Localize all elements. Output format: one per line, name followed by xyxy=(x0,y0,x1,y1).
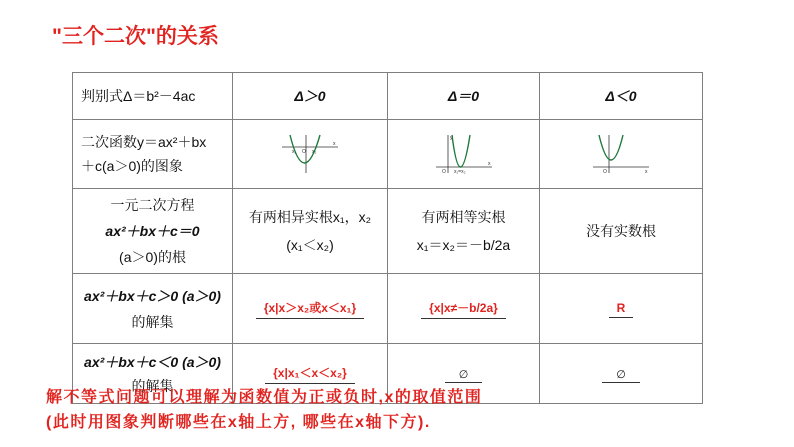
table-row xyxy=(73,274,703,344)
header-discriminant: 判别式Δ＝b²－4ac xyxy=(73,73,233,120)
row-label-function: 二次函数y＝ax²＋bx ＋c(a＞0)的图象 xyxy=(73,120,233,189)
solution-positive-one-root: {x|x≠－b/2a} xyxy=(388,274,540,344)
page-title: "三个二次"的关系 xyxy=(52,25,219,48)
parabola-no-root-graph xyxy=(591,133,651,175)
table-row xyxy=(73,189,703,274)
header-case-positive: Δ＞0 xyxy=(233,73,388,120)
svg-text:O: O xyxy=(302,149,306,155)
solution-negative-two-roots: {x|x₁＜x＜x₂} xyxy=(233,344,388,404)
table-row xyxy=(73,73,703,120)
graph-two-roots xyxy=(233,120,388,189)
note-line-1: 解不等式问题可以理解为函数值为正或负时,x的取值范围 xyxy=(46,389,483,406)
svg-text:O: O xyxy=(603,169,607,175)
svg-text:x₁: x₁ xyxy=(292,149,297,155)
solution-positive-no-root: R xyxy=(540,274,703,344)
svg-text:x: x xyxy=(645,169,648,175)
solution-negative-one-root: ∅ xyxy=(388,344,540,404)
note-text xyxy=(46,385,666,435)
svg-text:O: O xyxy=(441,169,446,175)
solution-positive-two-roots: {x|x＞x₂或x＜x₁} xyxy=(233,274,388,344)
three-quadratics-table xyxy=(72,72,703,404)
graph-one-root xyxy=(388,120,540,189)
note-line-2: (此时用图象判断哪些在x轴上方, 哪些在x轴下方). xyxy=(46,414,431,431)
solution-negative-no-root: ∅ xyxy=(540,344,703,404)
roots-two-equal: 有两相等实根 x₁＝x₂＝－b/2a xyxy=(388,189,540,274)
roots-none: 没有实数根 xyxy=(540,189,703,274)
svg-text:x₂: x₂ xyxy=(312,149,317,155)
svg-text:x: x xyxy=(333,141,336,147)
svg-text:x₁=x₂: x₁=x₂ xyxy=(453,169,466,175)
svg-text:y: y xyxy=(449,135,452,141)
parabola-two-roots-graph xyxy=(280,133,340,175)
svg-text:x: x xyxy=(487,161,490,167)
row-label-equation: 一元二次方程 ax²＋bx＋c＝0 (a＞0)的根 xyxy=(73,189,233,274)
header-case-zero: Δ＝0 xyxy=(388,73,540,120)
row-label-solution-negative: ax²＋bx＋c＜0 (a＞0) 的解集 xyxy=(73,344,233,404)
table-row xyxy=(73,120,703,189)
graph-no-root xyxy=(540,120,703,189)
header-case-negative: Δ＜0 xyxy=(540,73,703,120)
roots-two-distinct: 有两相异实根x₁，x₂ (x₁＜x₂) xyxy=(233,189,388,274)
parabola-one-root-graph xyxy=(434,133,494,175)
row-label-solution-positive: ax²＋bx＋c＞0 (a＞0) 的解集 xyxy=(73,274,233,344)
